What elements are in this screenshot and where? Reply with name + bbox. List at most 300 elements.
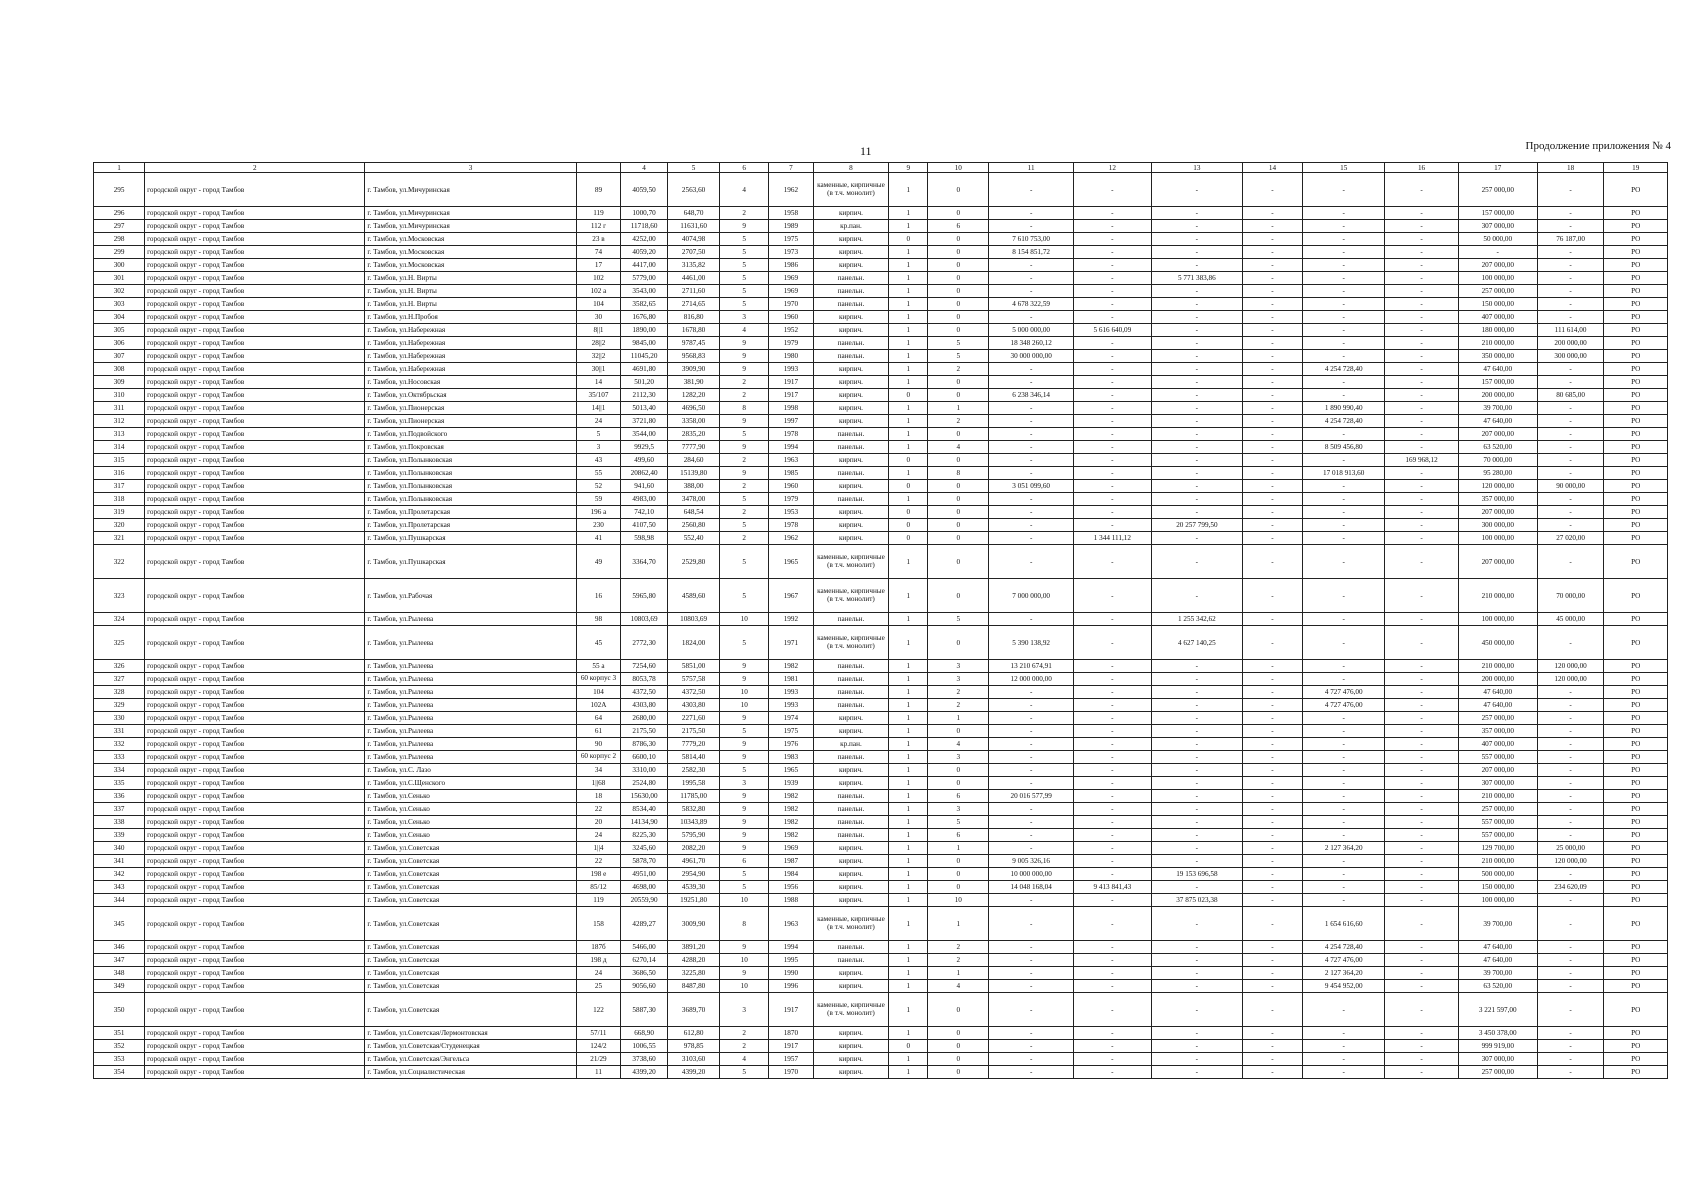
table-row (94, 1040, 1668, 1053)
table-cell: - (1303, 1027, 1385, 1040)
table-cell: - (1537, 246, 1604, 259)
table-cell: 8534,40 (621, 803, 668, 816)
table-cell: городской округ - город Тамбов (145, 790, 365, 803)
table-cell: - (1537, 894, 1604, 907)
table-row (94, 790, 1668, 803)
table-cell: - (1073, 686, 1151, 699)
table-cell: - (1537, 1053, 1604, 1066)
table-cell: - (1242, 259, 1302, 272)
table-cell: 207 000,00 (1458, 506, 1537, 519)
table-cell: 1 (889, 441, 928, 454)
table-cell: - (1242, 454, 1302, 467)
table-cell: городской округ - город Тамбов (145, 777, 365, 790)
table-cell: 2954,90 (667, 868, 719, 881)
table-cell: 5 (720, 493, 769, 506)
table-cell: - (1537, 506, 1604, 519)
table-cell: 3 450 378,00 (1458, 1027, 1537, 1040)
table-cell: 1 (889, 660, 928, 673)
table-cell: 9 (720, 941, 769, 954)
table-cell: - (1073, 173, 1151, 207)
table-cell: панельн. (813, 337, 889, 350)
table-cell: панельн. (813, 428, 889, 441)
table-cell: каменные, кирпичные (в т.ч. монолит) (813, 626, 889, 660)
table-row (94, 712, 1668, 725)
table-cell: 1962 (769, 173, 813, 207)
table-cell: 311 (94, 402, 145, 415)
table-cell: 2082,20 (667, 842, 719, 855)
table-cell: 0 (928, 285, 989, 298)
table-cell: 129 700,00 (1458, 842, 1537, 855)
table-cell: 4 (928, 738, 989, 751)
table-cell: - (1242, 272, 1302, 285)
column-header: 15 (1303, 163, 1385, 173)
table-cell: 1992 (769, 613, 813, 626)
table-cell: - (989, 272, 1074, 285)
table-cell: городской округ - город Тамбов (145, 907, 365, 941)
table-cell: - (1385, 233, 1458, 246)
table-cell: - (1537, 272, 1604, 285)
table-cell: 450 000,00 (1458, 626, 1537, 660)
table-cell: - (1151, 454, 1242, 467)
table-cell: - (1151, 686, 1242, 699)
table-cell: - (989, 764, 1074, 777)
table-cell: 3 (720, 993, 769, 1027)
table-cell: - (1303, 855, 1385, 868)
table-cell: кирпич. (813, 402, 889, 415)
table-cell: 150 000,00 (1458, 881, 1537, 894)
table-cell: 314 (94, 441, 145, 454)
table-cell: - (1385, 441, 1458, 454)
table-cell: панельн. (813, 751, 889, 764)
table-cell: РО (1604, 259, 1668, 272)
table-cell: РО (1604, 363, 1668, 376)
table-cell: 11718,60 (621, 220, 668, 233)
table-cell: 557 000,00 (1458, 751, 1537, 764)
table-cell: 5 (720, 246, 769, 259)
table-cell: городской округ - город Тамбов (145, 1066, 365, 1079)
table-cell: 10 000 000,00 (989, 868, 1074, 881)
table-cell: 0 (928, 389, 989, 402)
table-cell: - (1242, 1053, 1302, 1066)
table-cell: г. Тамбов, ул.Советская (365, 842, 576, 855)
table-cell: 1824,00 (667, 626, 719, 660)
table-cell: 1956 (769, 881, 813, 894)
table-cell: - (1385, 532, 1458, 545)
table-cell: - (1151, 480, 1242, 493)
table-cell: - (1073, 1040, 1151, 1053)
table-cell: 200 000,00 (1537, 337, 1604, 350)
table-cell: кирпич. (813, 363, 889, 376)
table-cell: 1984 (769, 868, 813, 881)
table-cell: 90 000,00 (1537, 480, 1604, 493)
table-cell: 120 000,00 (1537, 673, 1604, 686)
table-cell: 30 000 000,00 (989, 350, 1074, 363)
table-cell: 9 (720, 842, 769, 855)
table-cell: 284,60 (667, 454, 719, 467)
table-cell: 334 (94, 764, 145, 777)
table-cell: - (1242, 363, 1302, 376)
table-cell: 329 (94, 699, 145, 712)
table-cell: - (1303, 764, 1385, 777)
table-cell: - (1385, 660, 1458, 673)
table-cell: 0 (928, 428, 989, 441)
column-header: 12 (1073, 163, 1151, 173)
table-cell: 1980 (769, 350, 813, 363)
table-cell: РО (1604, 868, 1668, 881)
table-cell: 1994 (769, 941, 813, 954)
table-cell: 1989 (769, 220, 813, 233)
table-cell: 5757,58 (667, 673, 719, 686)
table-cell: - (989, 532, 1074, 545)
table-cell: городской округ - город Тамбов (145, 428, 365, 441)
table-cell: 1979 (769, 493, 813, 506)
table-cell: 1960 (769, 480, 813, 493)
table-cell: - (1151, 545, 1242, 579)
table-row (94, 764, 1668, 777)
table-cell: - (1385, 337, 1458, 350)
table-cell: 100 000,00 (1458, 613, 1537, 626)
table-row (94, 298, 1668, 311)
table-cell: 318 (94, 493, 145, 506)
table-cell: 295 (94, 173, 145, 207)
table-row (94, 233, 1668, 246)
table-cell: 1917 (769, 389, 813, 402)
table-cell: 2 (928, 415, 989, 428)
table-cell: 4074,98 (667, 233, 719, 246)
table-cell: 55 а (576, 660, 620, 673)
table-cell: - (1303, 777, 1385, 790)
table-cell: - (989, 311, 1074, 324)
table-cell: г. Тамбов, ул.Советская (365, 894, 576, 907)
table-cell: 9929,5 (621, 441, 668, 454)
table-cell: 25 000,00 (1537, 842, 1604, 855)
table-cell: 1 (889, 712, 928, 725)
table-cell: 5 (720, 868, 769, 881)
table-cell: - (1385, 415, 1458, 428)
table-cell: г. Тамбов, ул.Московская (365, 246, 576, 259)
table-cell: РО (1604, 324, 1668, 337)
table-cell: - (1242, 954, 1302, 967)
table-cell: - (1242, 803, 1302, 816)
table-cell: 350 (94, 993, 145, 1027)
table-cell: - (1242, 220, 1302, 233)
table-cell: - (1073, 738, 1151, 751)
table-cell: 1995 (769, 954, 813, 967)
table-cell: - (989, 993, 1074, 1027)
table-cell: - (1151, 579, 1242, 613)
table-cell: 322 (94, 545, 145, 579)
column-header: 6 (720, 163, 769, 173)
table-cell: 18 (576, 790, 620, 803)
table-cell: 230 (576, 519, 620, 532)
table-cell: г. Тамбов, ул.Н. Вирты (365, 298, 576, 311)
table-cell: 119 (576, 894, 620, 907)
table-cell: городской округ - город Тамбов (145, 532, 365, 545)
table-cell: 9 (720, 803, 769, 816)
table-cell: - (1151, 855, 1242, 868)
table-cell: г. Тамбов, ул.Пролетарская (365, 519, 576, 532)
table-cell: - (989, 699, 1074, 712)
table-cell: 353 (94, 1053, 145, 1066)
table-cell: - (1151, 725, 1242, 738)
table-cell: 10 (720, 699, 769, 712)
table-cell: 4107,50 (621, 519, 668, 532)
table-cell: 20 016 577,99 (989, 790, 1074, 803)
table-cell: - (1385, 842, 1458, 855)
table-cell: - (1151, 402, 1242, 415)
column-header (576, 163, 620, 173)
table-cell: РО (1604, 519, 1668, 532)
table-cell: 5 (720, 626, 769, 660)
table-cell: 0 (928, 298, 989, 311)
table-cell: - (1073, 480, 1151, 493)
table-cell: г. Тамбов, ул.Рабочая (365, 579, 576, 613)
table-cell: 6 (928, 220, 989, 233)
table-cell: - (1385, 480, 1458, 493)
table-cell: - (1151, 324, 1242, 337)
table-cell: 5 (720, 519, 769, 532)
table-cell: 300 000,00 (1458, 519, 1537, 532)
table-cell: - (1242, 626, 1302, 660)
table-cell: - (1151, 829, 1242, 842)
table-cell: 499,60 (621, 454, 668, 467)
table-cell: 207 000,00 (1458, 545, 1537, 579)
table-cell: г. Тамбов, ул.Пионерская (365, 402, 576, 415)
table-cell: - (1303, 480, 1385, 493)
table-cell: 978,85 (667, 1040, 719, 1053)
table-cell: - (1303, 207, 1385, 220)
table-cell: 14 (576, 376, 620, 389)
table-cell: 4 727 476,00 (1303, 686, 1385, 699)
table-cell: - (1303, 350, 1385, 363)
table-cell: 8||1 (576, 324, 620, 337)
table-cell: - (1537, 259, 1604, 272)
table-cell: 2 (720, 376, 769, 389)
table-cell: 4059,50 (621, 173, 668, 207)
table-cell: 1 (889, 993, 928, 1027)
table-cell: г. Тамбов, ул.С. Лазо (365, 764, 576, 777)
table-cell: 9 (720, 712, 769, 725)
table-cell: 1 (889, 220, 928, 233)
table-cell: 2 (720, 532, 769, 545)
table-cell: РО (1604, 894, 1668, 907)
table-cell: - (989, 738, 1074, 751)
table-cell: городской округ - город Тамбов (145, 376, 365, 389)
table-cell: РО (1604, 993, 1668, 1027)
table-cell: 1890,00 (621, 324, 668, 337)
table-cell: 1 (889, 173, 928, 207)
table-cell: 1982 (769, 660, 813, 673)
table-cell: - (1385, 712, 1458, 725)
table-cell: 124/2 (576, 1040, 620, 1053)
table-cell: - (989, 829, 1074, 842)
table-row (94, 415, 1668, 428)
table-cell: РО (1604, 699, 1668, 712)
table-cell: 37 875 023,38 (1151, 894, 1242, 907)
table-cell: 9 (720, 415, 769, 428)
table-cell: 1 (889, 738, 928, 751)
table-cell: РО (1604, 816, 1668, 829)
table-cell: 6270,14 (621, 954, 668, 967)
table-cell: - (1385, 993, 1458, 1027)
table-cell: городской округ - город Тамбов (145, 441, 365, 454)
table-row (94, 686, 1668, 699)
table-cell: г. Тамбов, ул.Московская (365, 259, 576, 272)
table-cell: РО (1604, 493, 1668, 506)
table-cell: - (1073, 967, 1151, 980)
table-cell: - (1073, 428, 1151, 441)
table-cell: 3478,00 (667, 493, 719, 506)
table-cell: 52 (576, 480, 620, 493)
table-cell: 1 (889, 1066, 928, 1079)
table-cell: - (1385, 259, 1458, 272)
table-row (94, 402, 1668, 415)
table-cell: - (1537, 868, 1604, 881)
table-cell: - (1242, 738, 1302, 751)
table-cell: городской округ - город Тамбов (145, 803, 365, 816)
table-cell: РО (1604, 428, 1668, 441)
table-cell: 302 (94, 285, 145, 298)
table-cell: 3 221 597,00 (1458, 993, 1537, 1027)
table-cell: 612,80 (667, 1027, 719, 1040)
table-cell: - (1537, 376, 1604, 389)
table-cell: 187б (576, 941, 620, 954)
table-cell: - (1151, 298, 1242, 311)
table-cell: 336 (94, 790, 145, 803)
table-cell: 1 (889, 816, 928, 829)
table-cell: - (1537, 967, 1604, 980)
table-cell: РО (1604, 954, 1668, 967)
table-cell: 310 (94, 389, 145, 402)
table-row (94, 941, 1668, 954)
table-cell: 0 (889, 233, 928, 246)
table-cell: панельн. (813, 493, 889, 506)
table-cell: г. Тамбов, ул.Советская (365, 941, 576, 954)
table-cell: - (989, 454, 1074, 467)
table-cell: 4 254 728,40 (1303, 415, 1385, 428)
table-cell: - (1073, 376, 1151, 389)
table-cell: 12 000 000,00 (989, 673, 1074, 686)
table-cell: 552,40 (667, 532, 719, 545)
table-cell: г. Тамбов, ул.Рылеева (365, 686, 576, 699)
table-cell: 1676,80 (621, 311, 668, 324)
table-cell: - (1303, 220, 1385, 233)
table-row (94, 441, 1668, 454)
table-cell: - (1537, 941, 1604, 954)
table-cell: - (1242, 751, 1302, 764)
table-cell: 23 в (576, 233, 620, 246)
table-cell: - (1242, 506, 1302, 519)
table-cell: - (989, 1066, 1074, 1079)
table-cell: 35/107 (576, 389, 620, 402)
column-header: 14 (1242, 163, 1302, 173)
table-cell: РО (1604, 173, 1668, 207)
table-cell: 6600,10 (621, 751, 668, 764)
table-cell: 0 (928, 272, 989, 285)
table-cell: - (989, 816, 1074, 829)
table-cell: 0 (889, 532, 928, 545)
header-row (94, 163, 1668, 173)
table-cell: - (1151, 173, 1242, 207)
table-cell: кирпич. (813, 967, 889, 980)
table-cell: 20 257 799,50 (1151, 519, 1242, 532)
table-cell: 112 г (576, 220, 620, 233)
table-cell: панельн. (813, 272, 889, 285)
table-cell: 20862,40 (621, 467, 668, 480)
table-cell: 76 187,00 (1537, 233, 1604, 246)
table-cell: кирпич. (813, 324, 889, 337)
housing-register-table (93, 162, 1668, 1079)
table-cell: кирпич. (813, 725, 889, 738)
table-cell: - (989, 207, 1074, 220)
table-cell: РО (1604, 506, 1668, 519)
table-cell: - (1385, 1066, 1458, 1079)
table-cell: 4698,00 (621, 881, 668, 894)
table-cell: - (1151, 311, 1242, 324)
table-cell: 598,98 (621, 532, 668, 545)
table-cell: - (989, 363, 1074, 376)
table-cell: - (1242, 311, 1302, 324)
table-cell: 11631,60 (667, 220, 719, 233)
table-cell: 8 (928, 467, 989, 480)
table-cell: - (1151, 259, 1242, 272)
table-cell: городской округ - город Тамбов (145, 519, 365, 532)
table-cell: - (1385, 751, 1458, 764)
table-cell: РО (1604, 626, 1668, 660)
column-header: 10 (928, 163, 989, 173)
table-cell: - (1073, 389, 1151, 402)
table-cell: 9 (720, 363, 769, 376)
table-cell: 1006,55 (621, 1040, 668, 1053)
table-cell: - (1385, 389, 1458, 402)
table-cell: РО (1604, 207, 1668, 220)
table-cell: каменные, кирпичные (в т.ч. монолит) (813, 907, 889, 941)
table-cell: 2680,00 (621, 712, 668, 725)
table-cell: - (1073, 506, 1151, 519)
table-cell: 1939 (769, 777, 813, 790)
table-cell: 64 (576, 712, 620, 725)
table-cell: 303 (94, 298, 145, 311)
table-cell: - (1073, 907, 1151, 941)
table-cell: 7777,90 (667, 441, 719, 454)
table-cell: 1976 (769, 738, 813, 751)
table-cell: 24 (576, 415, 620, 428)
table-cell: РО (1604, 790, 1668, 803)
table-cell: 47 640,00 (1458, 941, 1537, 954)
table-cell: кирпич. (813, 1040, 889, 1053)
table-cell: 5 771 383,86 (1151, 272, 1242, 285)
table-cell: 1 890 990,40 (1303, 402, 1385, 415)
table-cell: 1975 (769, 725, 813, 738)
table-cell: - (1242, 480, 1302, 493)
table-cell: 30||1 (576, 363, 620, 376)
table-cell: 0 (889, 389, 928, 402)
table-cell: панельн. (813, 790, 889, 803)
column-header: 4 (621, 163, 668, 173)
table-cell: - (1537, 207, 1604, 220)
table-cell: кирпич. (813, 233, 889, 246)
table-row (94, 545, 1668, 579)
table-cell: городской округ - город Тамбов (145, 272, 365, 285)
table-cell: 257 000,00 (1458, 712, 1537, 725)
table-cell: 3103,60 (667, 1053, 719, 1066)
table-cell: - (1385, 829, 1458, 842)
table-cell: кирпич. (813, 894, 889, 907)
table-cell: 2 127 364,20 (1303, 842, 1385, 855)
table-cell: - (1385, 790, 1458, 803)
table-cell: 3135,82 (667, 259, 719, 272)
table-cell: 1 (889, 868, 928, 881)
